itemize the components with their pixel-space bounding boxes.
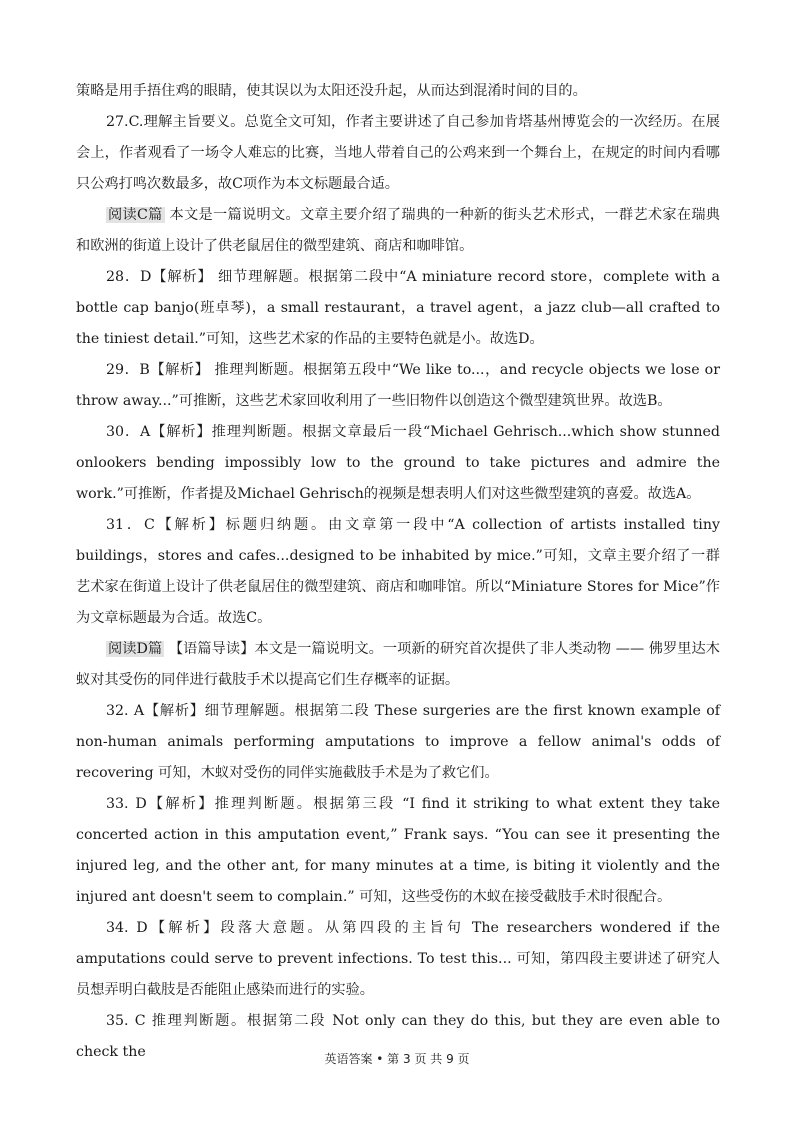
passage-c-intro xyxy=(76,200,720,262)
answer-28: 28．D【解析】 细节理解题。根据第二段中“A miniature record store，complete with a bottle cap banjo(班卓琴)，a small restaurant，a travel agent，a jazz club—all crafted to the tiniest detail.”可知，这些艺术家的作品的主要特色就是小。故选D。 xyxy=(76,269,720,347)
passage-d-tag: 阅读D篇 xyxy=(108,641,163,657)
answer-27: 27.C.理解主旨要义。总览全文可知，作者主要讲述了自己参加肯塔基州博览会的一次经历。在展会上，作者观看了一场令人难忘的比赛，当地人带着自己的公鸡来到一个舞台上，在规定的时间内看哪只公鸡打鸣次数最多，故C项作为本文标题最合适。 xyxy=(76,114,720,192)
answer-32: 32. A【解析】细节理解题。根据第二段 These surgeries are the first known example of non-human animals performing amputations to improve a fellow animal's odds of recovering 可知，木蚁对受伤的同伴实施截肢手术是为了救它们。 xyxy=(76,703,720,781)
passage-c-text: 本文是一篇说明文。文章主要介绍了瑞典的一种新的街头艺术形式，一群艺术家在瑞典和欧洲的街道上设计了供老鼠居住的微型建筑、商店和咖啡馆。 xyxy=(76,207,720,254)
paragraph-continuation: 策略是用手捂住鸡的眼睛，使其误以为太阳还没升起，从而达到混淆时间的目的。 xyxy=(76,83,587,99)
passage-d-intro xyxy=(76,634,720,696)
answer-content xyxy=(76,76,720,1068)
passage-d-text: 【语篇导读】本文是一篇说明文。一项新的研究首次提供了非人类动物 —— 佛罗里达木蚁对其受伤的同伴进行截肢手术以提高它们生存概率的证据。 xyxy=(76,641,720,688)
answer-31: 31．C【解析】标题归纳题。由文章第一段中“A collection of artists installed tiny buildings，stores and cafes...designed to be inhabited by mice.”可知，文章主要介绍了一群艺术家在街道上设计了供老鼠居住的微型建筑、商店和咖啡馆。所以“Miniature Stores for Mice”作为文章标题最为合适。故选C。 xyxy=(76,517,720,626)
page-footer: 英语答案 • 第 3 页 共 9 页 xyxy=(324,1052,470,1066)
answer-34: 34. D【解析】段落大意题。从第四段的主旨句 The researchers wondered if the amputations could serve to prevent infections. To test this... 可知，第四段主要讲述了研究人员想弄明白截肢是否能阻止感染而进行的实验。 xyxy=(76,920,720,998)
passage-c-tag: 阅读C篇 xyxy=(108,207,163,223)
answer-33: 33. D【解析】推理判断题。根据第三段 “I find it striking to what extent they take concerted action in this amputation event,” Frank says. “You can see it presenting the injured leg, and the other ant, for many minutes at a time, is biting it violently and the injured ant doesn't seem to complain.” 可知，这些受伤的木蚁在接受截肢手术时很配合。 xyxy=(76,796,720,905)
answer-29: 29．B【解析】 推理判断题。根据第五段中“We like to...，and recycle objects we lose or throw away...”可推断，这些艺术家回收利用了一些旧物件以创造这个微型建筑世界。故选B。 xyxy=(76,362,720,409)
answer-35: 35. C 推理判断题。根据第二段 Not only can they do this, but they are even able to check the xyxy=(76,1013,720,1060)
answer-30: 30．A【解析】推理判断题。根据文章最后一段“Michael Gehrisch...which show stunned onlookers bending impossibly low to the ground to take pictures and admire the work.”可推断，作者提及Michael Gehrisch的视频是想表明人们对这些微型建筑的喜爱。故选A。 xyxy=(76,424,720,502)
